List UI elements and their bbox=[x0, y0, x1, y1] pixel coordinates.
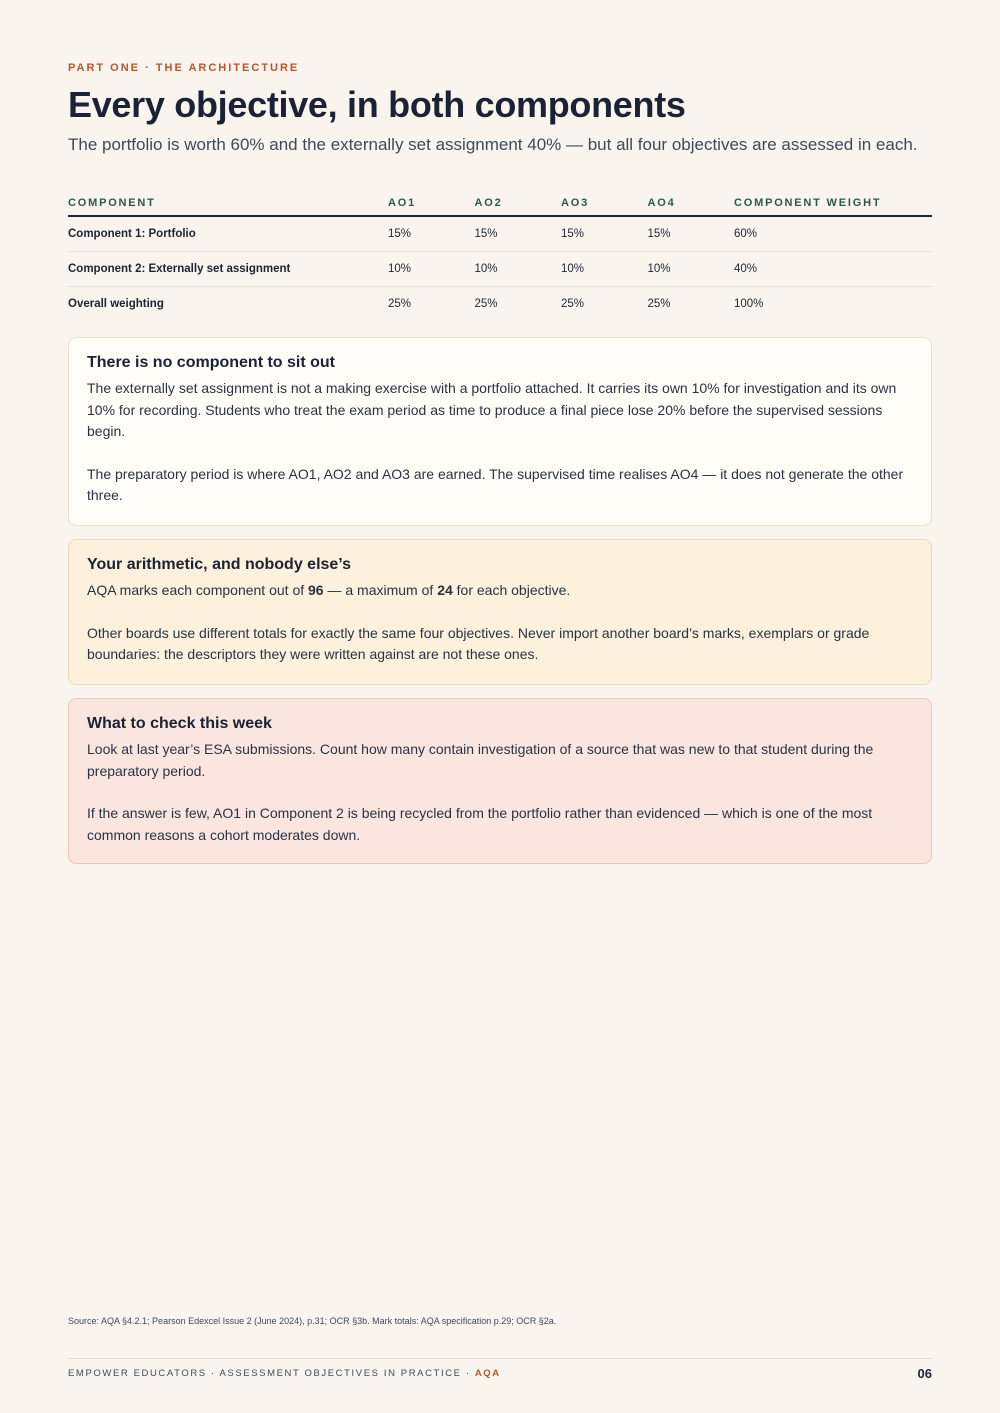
cell-ao1: 15% bbox=[388, 216, 475, 251]
row-label: Overall weighting bbox=[68, 297, 164, 310]
page-number: 06 bbox=[917, 1366, 932, 1381]
callout-no-sit-out bbox=[68, 337, 932, 526]
callout-paragraph: The preparatory period is where AO1, AO2 and AO3 are earned. The supervised time realises AO4 — it does not generate the other three. bbox=[87, 465, 904, 503]
callout-check-this-week bbox=[68, 698, 932, 864]
cell-weight: 60% bbox=[734, 216, 932, 251]
text-segment: for each objective. bbox=[452, 582, 571, 598]
column-header-ao2: AO2 bbox=[475, 193, 562, 216]
cell-ao4: 10% bbox=[648, 251, 735, 286]
cell-ao3: 15% bbox=[561, 216, 648, 251]
footer-text: EMPOWER EDUCATORS · ASSESSMENT OBJECTIVES IN PRACTICE · bbox=[68, 1368, 475, 1379]
footer-divider bbox=[68, 1358, 932, 1359]
page bbox=[68, 0, 932, 1413]
cell-weight: 40% bbox=[734, 251, 932, 286]
table-row bbox=[68, 251, 932, 286]
mark-total: 96 bbox=[308, 582, 324, 598]
cell-ao2: 10% bbox=[475, 251, 562, 286]
cell-ao3: 25% bbox=[561, 297, 585, 310]
text-segment: — a maximum of bbox=[323, 582, 438, 598]
column-header-ao1: AO1 bbox=[388, 193, 475, 216]
table-header-row bbox=[68, 193, 932, 216]
callout-arithmetic bbox=[68, 539, 932, 685]
table-row bbox=[68, 286, 932, 321]
callout-paragraph: Other boards use different totals for exactly the same four objectives. Never import another board’s marks, exemplars or grade boundaries: the descriptors they were written against are not these ones. bbox=[87, 624, 870, 662]
cell-weight: 100% bbox=[734, 297, 764, 310]
callout-paragraph: Look at last year’s ESA submissions. Count how many contain investigation of a source that was new to that student during the preparatory period. bbox=[87, 741, 874, 779]
row-label: Component 2: Externally set assignment bbox=[68, 251, 388, 286]
page-subtitle: The portfolio is worth 60% and the externally set assignment 40% — but all four objectives are assessed in each. bbox=[68, 135, 918, 154]
cell-ao4: 25% bbox=[647, 297, 671, 310]
text-segment: AQA marks each component out of bbox=[87, 582, 309, 598]
footer-running-title bbox=[68, 1368, 501, 1379]
table-row bbox=[68, 216, 932, 251]
column-header-component: COMPONENT bbox=[68, 193, 388, 216]
column-header-ao3: AO3 bbox=[561, 193, 648, 216]
weighting-table bbox=[68, 193, 932, 321]
cell-ao3: 10% bbox=[561, 251, 648, 286]
cell-ao1: 25% bbox=[388, 297, 412, 310]
column-header-ao4: AO4 bbox=[648, 193, 735, 216]
callout-paragraph: The externally set assignment is not a making exercise with a portfolio attached. It carries its own 10% for investigation and its own 10% for recording. Students who treat the exam period as time to produce a final piece lose 20% before the supervised sessions begin. bbox=[87, 380, 897, 439]
source-note: Source: AQA §4.2.1; Pearson Edexcel Issue 2 (June 2024), p.31; OCR §3b. Mark totals: AQA specification p.29; OCR §2a. bbox=[68, 1316, 557, 1326]
callout-title: What to check this week bbox=[87, 715, 272, 732]
cell-ao4: 15% bbox=[648, 216, 735, 251]
cell-ao1: 10% bbox=[388, 251, 475, 286]
footer-board: AQA bbox=[474, 1368, 501, 1379]
column-header-weight: COMPONENT WEIGHT bbox=[734, 193, 932, 216]
cell-ao2: 15% bbox=[475, 216, 562, 251]
cell-ao2: 25% bbox=[474, 297, 498, 310]
callout-paragraph bbox=[87, 580, 913, 602]
row-label: Component 1: Portfolio bbox=[68, 216, 388, 251]
callout-paragraph: If the answer is few, AO1 in Component 2 is being recycled from the portfolio rather than evidenced — which is one of the most common reasons a cohort moderates down. bbox=[87, 805, 873, 843]
callout-title: Your arithmetic, and nobody else’s bbox=[87, 556, 352, 573]
objective-maximum: 24 bbox=[437, 582, 453, 598]
section-eyebrow: PART ONE · THE ARCHITECTURE bbox=[68, 62, 300, 74]
callout-title: There is no component to sit out bbox=[87, 354, 335, 371]
page-title: Every objective, in both components bbox=[68, 84, 686, 125]
